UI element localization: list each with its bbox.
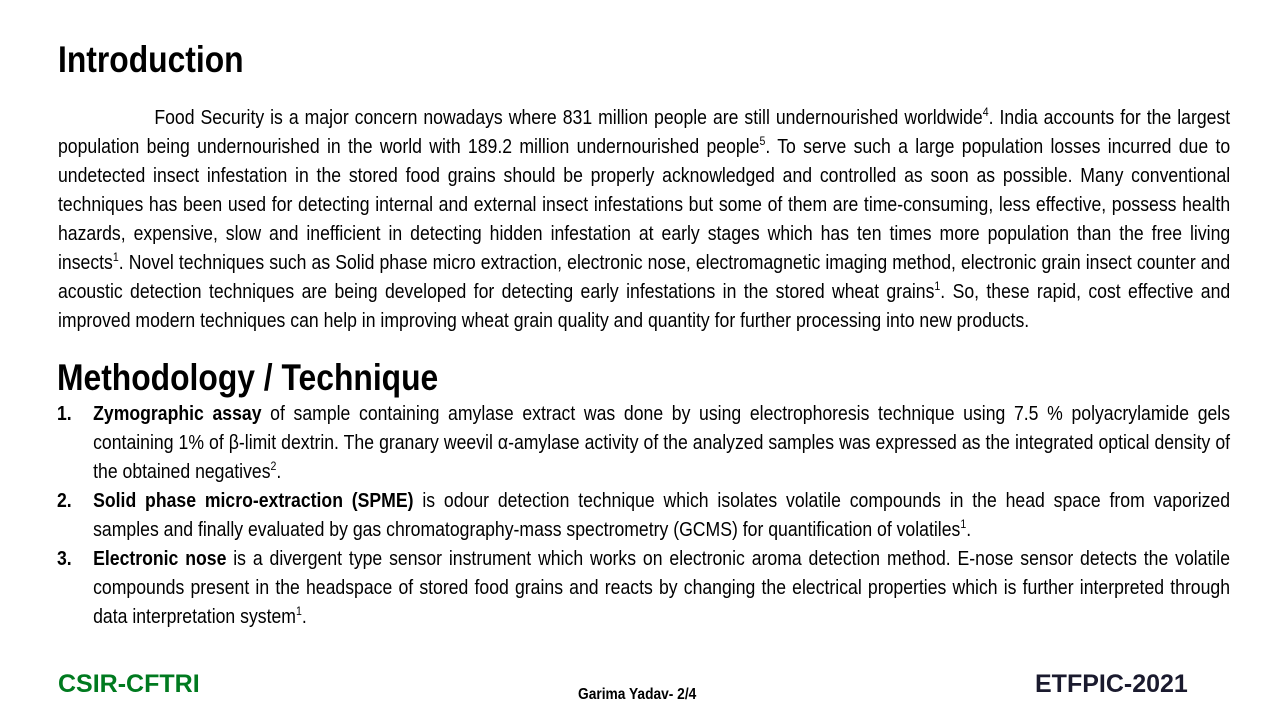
- intro-text-1: Food Security is a major concern nowadays where 831 million people are still undernourished worldwide: [154, 105, 983, 129]
- intro-text-3: . To serve such a large population losses incurred due to undetected insect infestation in the stored food grains should be properly acknowledged and controlled as soon as possible. Many conventional techniques has been used for detecting internal and external insect infestations but some of them are time-consuming, less effective, possess health hazards, expensive, slow and inefficient in detecting hidden infestation at early stages which has ten times more population than the free living insects: [58, 134, 1231, 274]
- list-item-number: 1.: [57, 402, 72, 425]
- list-item-number: 2.: [57, 489, 72, 512]
- list-item: [57, 399, 1230, 486]
- list-item-text: is odour detection technique which isolates volatile compounds in the head space from vaporized samples and finally evaluated by gas chromatography-mass spectrometry (GCMS) for quantification of volatiles: [93, 489, 1231, 541]
- list-item-term: Electronic nose: [93, 547, 227, 570]
- introduction-heading: Introduction: [58, 39, 244, 80]
- methodology-heading: Methodology / Technique: [57, 357, 439, 398]
- intro-ref-1b: 1: [934, 278, 941, 293]
- footer-conference: ETFPIC-2021: [1035, 670, 1188, 698]
- footer-institute: CSIR-CFTRI: [58, 670, 200, 698]
- footer-author-page: Garima Yadav- 2/4: [578, 686, 697, 703]
- list-item-term: Solid phase micro-extraction (SPME): [93, 489, 414, 512]
- list-item-end: .: [301, 605, 307, 628]
- intro-text-4: . Novel techniques such as Solid phase micro extraction, electronic nose, electromagnetic imaging method, electronic grain insect counter and acoustic detection techniques are being developed for detecting early infestations in the stored wheat grains: [58, 250, 1231, 303]
- intro-ref-4: 4: [982, 104, 989, 119]
- list-item-text: of sample containing amylase extract was done by using electrophoresis technique using 7.5 % polyacrylamide gels containing 1% of β-limit dextrin. The granary weevil α-amylase activity of the analyzed samples was expressed as the integrated optical density of the obtained negatives: [93, 402, 1231, 483]
- list-item: [57, 544, 1230, 631]
- list-item-term: Zymographic assay: [93, 402, 262, 425]
- intro-text-5: . So, these rapid, cost effective and improved modern techniques can help in improving wheat grain quality and quantity for further processing into new products.: [58, 279, 1231, 332]
- list-item-text: is a divergent type sensor instrument which works on electronic aroma detection method. E-nose sensor detects the volatile compounds present in the headspace of stored food grains and reacts by changing the electrical properties which is further interpreted through data interpretation system: [93, 547, 1231, 628]
- list-item-ref: 1: [295, 604, 302, 619]
- methodology-list: [57, 399, 1230, 631]
- list-item-ref: 2: [270, 459, 277, 474]
- intro-ref-1a: 1: [112, 249, 119, 264]
- intro-text-2: . India accounts for the largest population being undernourished in the world with 189.2 million undernourished people: [58, 105, 1231, 158]
- list-item: [57, 486, 1230, 544]
- list-item-end: .: [966, 518, 972, 541]
- intro-ref-5: 5: [759, 133, 766, 148]
- list-item-ref: 1: [960, 517, 967, 532]
- introduction-paragraph: [58, 103, 1230, 335]
- list-item-end: .: [276, 460, 282, 483]
- list-item-number: 3.: [57, 547, 72, 570]
